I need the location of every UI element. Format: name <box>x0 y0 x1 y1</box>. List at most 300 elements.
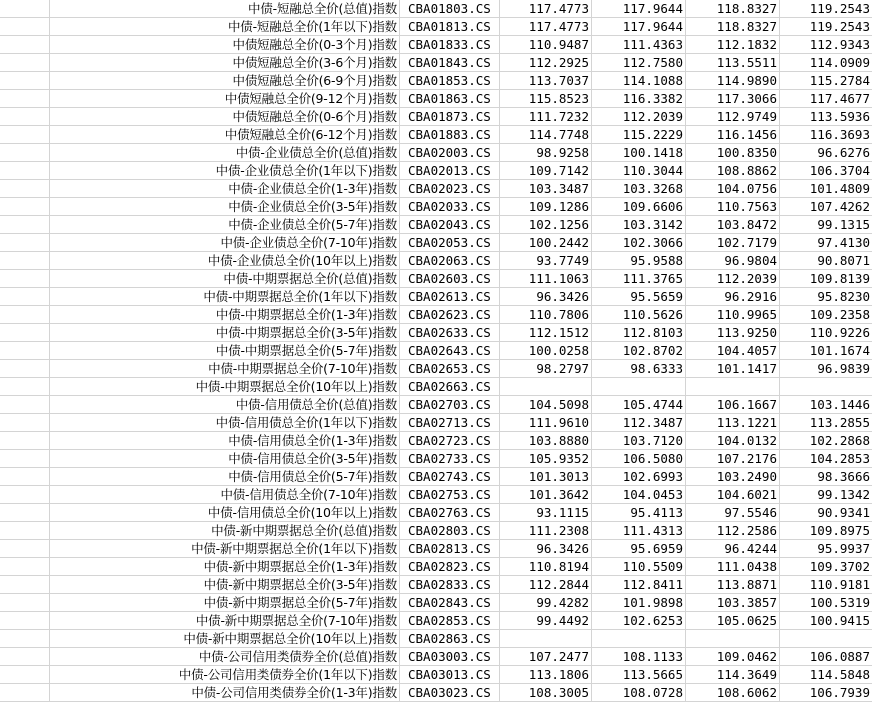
index-code-cell[interactable]: CBA01853.CS <box>400 72 500 90</box>
row-blank-cell[interactable] <box>0 396 50 414</box>
value-cell-4[interactable]: 96.6276 <box>780 144 872 162</box>
table-row <box>0 396 872 414</box>
value-cell-4[interactable]: 99.1342 <box>780 486 872 504</box>
index-name-cell[interactable]: 中债-新中期票据总全价(1-3年)指数 <box>50 558 400 576</box>
row-blank-cell[interactable] <box>0 216 50 234</box>
value-cell-2[interactable]: 102.6993 <box>592 468 686 486</box>
value-cell-3[interactable]: 112.1832 <box>686 36 780 54</box>
index-name-cell[interactable]: 中债-信用债总全价(5-7年)指数 <box>50 468 400 486</box>
value-cell-4[interactable]: 112.9343 <box>780 36 872 54</box>
value-cell-1[interactable] <box>500 378 592 396</box>
value-cell-4[interactable]: 109.8975 <box>780 522 872 540</box>
value-cell-3[interactable]: 116.1456 <box>686 126 780 144</box>
value-cell-4[interactable]: 106.7939 <box>780 684 872 702</box>
value-cell-1[interactable]: 105.9352 <box>500 450 592 468</box>
table-row <box>0 450 872 468</box>
value-cell-3[interactable]: 96.9804 <box>686 252 780 270</box>
table-row <box>0 414 872 432</box>
index-name-cell[interactable]: 中债短融总全价(3-6个月)指数 <box>50 54 400 72</box>
row-blank-cell[interactable] <box>0 306 50 324</box>
value-cell-1[interactable]: 111.7232 <box>500 108 592 126</box>
value-cell-2[interactable]: 115.2229 <box>592 126 686 144</box>
table-row <box>0 18 872 36</box>
table-row <box>0 612 872 630</box>
index-name-cell[interactable]: 中债-企业债总全价(3-5年)指数 <box>50 198 400 216</box>
index-name-cell[interactable]: 中债-企业债总全价(1-3年)指数 <box>50 180 400 198</box>
value-cell-4[interactable]: 106.3704 <box>780 162 872 180</box>
index-name-cell[interactable]: 中债-企业债总全价(5-7年)指数 <box>50 216 400 234</box>
index-code-cell[interactable]: CBA02033.CS <box>400 198 500 216</box>
index-name-cell[interactable]: 中债短融总全价(0-6个月)指数 <box>50 108 400 126</box>
value-cell-2[interactable]: 100.1418 <box>592 144 686 162</box>
index-code-cell[interactable]: CBA01813.CS <box>400 18 500 36</box>
value-cell-1[interactable]: 102.1256 <box>500 216 592 234</box>
value-cell-4[interactable]: 109.2358 <box>780 306 872 324</box>
index-code-cell[interactable]: CBA02663.CS <box>400 378 500 396</box>
row-blank-cell[interactable] <box>0 360 50 378</box>
index-name-cell[interactable]: 中债短融总全价(0-3个月)指数 <box>50 36 400 54</box>
index-code-cell[interactable]: CBA02063.CS <box>400 252 500 270</box>
table-row <box>0 684 872 702</box>
value-cell-3[interactable]: 114.3649 <box>686 666 780 684</box>
value-cell-1[interactable]: 103.3487 <box>500 180 592 198</box>
row-blank-cell[interactable] <box>0 648 50 666</box>
value-cell-4[interactable]: 100.9415 <box>780 612 872 630</box>
row-blank-cell[interactable] <box>0 414 50 432</box>
value-cell-4[interactable]: 114.5848 <box>780 666 872 684</box>
row-blank-cell[interactable] <box>0 90 50 108</box>
value-cell-2[interactable]: 116.3382 <box>592 90 686 108</box>
value-cell-2[interactable] <box>592 378 686 396</box>
index-code-cell[interactable]: CBA02863.CS <box>400 630 500 648</box>
row-blank-cell[interactable] <box>0 612 50 630</box>
row-blank-cell[interactable] <box>0 144 50 162</box>
value-cell-3[interactable]: 102.7179 <box>686 234 780 252</box>
value-cell-2[interactable]: 110.3044 <box>592 162 686 180</box>
value-cell-2[interactable]: 112.8411 <box>592 576 686 594</box>
index-code-cell[interactable]: CBA02633.CS <box>400 324 500 342</box>
row-blank-cell[interactable] <box>0 108 50 126</box>
value-cell-4[interactable]: 119.2543 <box>780 0 872 18</box>
index-code-cell[interactable]: CBA01863.CS <box>400 90 500 108</box>
value-cell-1[interactable]: 98.9258 <box>500 144 592 162</box>
value-cell-2[interactable]: 110.5509 <box>592 558 686 576</box>
value-cell-2[interactable]: 117.9644 <box>592 0 686 18</box>
value-cell-1[interactable]: 93.7749 <box>500 252 592 270</box>
value-cell-3[interactable]: 103.2490 <box>686 468 780 486</box>
value-cell-3[interactable]: 113.5511 <box>686 54 780 72</box>
row-blank-cell[interactable] <box>0 342 50 360</box>
index-code-cell[interactable]: CBA02003.CS <box>400 144 500 162</box>
value-cell-3[interactable]: 103.8472 <box>686 216 780 234</box>
index-name-cell[interactable]: 中债-新中期票据总全价(3-5年)指数 <box>50 576 400 594</box>
value-cell-1[interactable]: 104.5098 <box>500 396 592 414</box>
value-cell-3[interactable]: 112.2586 <box>686 522 780 540</box>
value-cell-4[interactable]: 98.3666 <box>780 468 872 486</box>
value-cell-3[interactable]: 106.1667 <box>686 396 780 414</box>
value-cell-3[interactable]: 104.6021 <box>686 486 780 504</box>
value-cell-1[interactable]: 100.2442 <box>500 234 592 252</box>
value-cell-1[interactable]: 110.8194 <box>500 558 592 576</box>
value-cell-1[interactable]: 93.1115 <box>500 504 592 522</box>
index-code-cell[interactable]: CBA02813.CS <box>400 540 500 558</box>
row-blank-cell[interactable] <box>0 126 50 144</box>
value-cell-3[interactable]: 104.0756 <box>686 180 780 198</box>
value-cell-2[interactable]: 112.2039 <box>592 108 686 126</box>
index-code-cell[interactable]: CBA01883.CS <box>400 126 500 144</box>
value-cell-2[interactable]: 102.8702 <box>592 342 686 360</box>
index-name-cell[interactable]: 中债-信用债总全价(总值)指数 <box>50 396 400 414</box>
value-cell-1[interactable]: 101.3642 <box>500 486 592 504</box>
value-cell-2[interactable]: 102.6253 <box>592 612 686 630</box>
value-cell-3[interactable]: 117.3066 <box>686 90 780 108</box>
row-blank-cell[interactable] <box>0 324 50 342</box>
index-code-cell[interactable]: CBA02743.CS <box>400 468 500 486</box>
index-name-cell[interactable]: 中债-信用债总全价(7-10年)指数 <box>50 486 400 504</box>
index-name-cell[interactable]: 中债-新中期票据总全价(7-10年)指数 <box>50 612 400 630</box>
index-name-cell[interactable]: 中债-信用债总全价(10年以上)指数 <box>50 504 400 522</box>
value-cell-2[interactable] <box>592 630 686 648</box>
index-name-cell[interactable]: 中债-企业债总全价(1年以下)指数 <box>50 162 400 180</box>
value-cell-2[interactable]: 104.0453 <box>592 486 686 504</box>
table-row <box>0 216 872 234</box>
row-blank-cell[interactable] <box>0 684 50 702</box>
index-name-cell[interactable]: 中债-新中期票据总全价(5-7年)指数 <box>50 594 400 612</box>
row-blank-cell[interactable] <box>0 504 50 522</box>
index-code-cell[interactable]: CBA02803.CS <box>400 522 500 540</box>
index-code-cell[interactable]: CBA03013.CS <box>400 666 500 684</box>
value-cell-3[interactable]: 101.1417 <box>686 360 780 378</box>
value-cell-1[interactable]: 115.8523 <box>500 90 592 108</box>
table-row <box>0 630 872 648</box>
value-cell-2[interactable]: 103.7120 <box>592 432 686 450</box>
value-cell-4[interactable]: 113.2855 <box>780 414 872 432</box>
index-name-cell[interactable]: 中债-公司信用类债券全价(1-3年)指数 <box>50 684 400 702</box>
index-code-cell[interactable]: CBA02723.CS <box>400 432 500 450</box>
index-name-cell[interactable]: 中债-中期票据总全价(5-7年)指数 <box>50 342 400 360</box>
value-cell-3[interactable]: 104.0132 <box>686 432 780 450</box>
value-cell-1[interactable]: 96.3426 <box>500 288 592 306</box>
value-cell-2[interactable]: 110.5626 <box>592 306 686 324</box>
index-code-cell[interactable]: CBA02853.CS <box>400 612 500 630</box>
value-cell-1[interactable]: 100.0258 <box>500 342 592 360</box>
value-cell-2[interactable]: 114.1088 <box>592 72 686 90</box>
row-blank-cell[interactable] <box>0 270 50 288</box>
value-cell-1[interactable]: 114.7748 <box>500 126 592 144</box>
value-cell-4[interactable]: 117.4677 <box>780 90 872 108</box>
value-cell-3[interactable]: 118.8327 <box>686 18 780 36</box>
value-cell-2[interactable]: 106.5080 <box>592 450 686 468</box>
table-row <box>0 648 872 666</box>
row-blank-cell[interactable] <box>0 576 50 594</box>
value-cell-3[interactable]: 113.1221 <box>686 414 780 432</box>
row-blank-cell[interactable] <box>0 18 50 36</box>
value-cell-3[interactable]: 100.8350 <box>686 144 780 162</box>
value-cell-3[interactable]: 110.9965 <box>686 306 780 324</box>
index-name-cell[interactable]: 中债-中期票据总全价(10年以上)指数 <box>50 378 400 396</box>
value-cell-2[interactable]: 108.0728 <box>592 684 686 702</box>
row-blank-cell[interactable] <box>0 180 50 198</box>
row-blank-cell[interactable] <box>0 522 50 540</box>
value-cell-3[interactable]: 111.0438 <box>686 558 780 576</box>
value-cell-3[interactable]: 118.8327 <box>686 0 780 18</box>
value-cell-3[interactable]: 104.4057 <box>686 342 780 360</box>
value-cell-4[interactable]: 101.1674 <box>780 342 872 360</box>
value-cell-2[interactable]: 95.5659 <box>592 288 686 306</box>
value-cell-2[interactable]: 103.3268 <box>592 180 686 198</box>
value-cell-3[interactable]: 110.7563 <box>686 198 780 216</box>
value-cell-3[interactable]: 105.0625 <box>686 612 780 630</box>
value-cell-3[interactable]: 112.9749 <box>686 108 780 126</box>
index-code-cell[interactable]: CBA01873.CS <box>400 108 500 126</box>
row-blank-cell[interactable] <box>0 0 50 18</box>
value-cell-1[interactable]: 101.3013 <box>500 468 592 486</box>
value-cell-3[interactable]: 108.8862 <box>686 162 780 180</box>
value-cell-1[interactable]: 113.7037 <box>500 72 592 90</box>
value-cell-4[interactable]: 95.9937 <box>780 540 872 558</box>
index-name-cell[interactable]: 中债-中期票据总全价(总值)指数 <box>50 270 400 288</box>
value-cell-2[interactable]: 101.9898 <box>592 594 686 612</box>
value-cell-3[interactable]: 103.3857 <box>686 594 780 612</box>
value-cell-1[interactable]: 117.4773 <box>500 18 592 36</box>
value-cell-3[interactable]: 108.6062 <box>686 684 780 702</box>
value-cell-4[interactable]: 96.9839 <box>780 360 872 378</box>
value-cell-2[interactable]: 111.4363 <box>592 36 686 54</box>
value-cell-4[interactable]: 110.9226 <box>780 324 872 342</box>
row-blank-cell[interactable] <box>0 72 50 90</box>
index-name-cell[interactable]: 中债-企业债总全价(10年以上)指数 <box>50 252 400 270</box>
index-name-cell[interactable]: 中债-信用债总全价(3-5年)指数 <box>50 450 400 468</box>
value-cell-4[interactable]: 107.4262 <box>780 198 872 216</box>
value-cell-3[interactable]: 96.4244 <box>686 540 780 558</box>
row-blank-cell[interactable] <box>0 666 50 684</box>
value-cell-4[interactable]: 114.0909 <box>780 54 872 72</box>
value-cell-4[interactable]: 106.0887 <box>780 648 872 666</box>
index-name-cell[interactable]: 中债-中期票据总全价(3-5年)指数 <box>50 324 400 342</box>
index-code-cell[interactable]: CBA02703.CS <box>400 396 500 414</box>
value-cell-1[interactable]: 96.3426 <box>500 540 592 558</box>
value-cell-4[interactable]: 103.1446 <box>780 396 872 414</box>
table-row <box>0 288 872 306</box>
row-blank-cell[interactable] <box>0 594 50 612</box>
index-code-cell[interactable]: CBA02643.CS <box>400 342 500 360</box>
value-cell-3[interactable]: 112.2039 <box>686 270 780 288</box>
table-row <box>0 576 872 594</box>
row-blank-cell[interactable] <box>0 234 50 252</box>
row-blank-cell[interactable] <box>0 162 50 180</box>
value-cell-2[interactable]: 112.3487 <box>592 414 686 432</box>
value-cell-4[interactable]: 100.5319 <box>780 594 872 612</box>
table-row <box>0 594 872 612</box>
value-cell-4[interactable] <box>780 630 872 648</box>
value-cell-2[interactable]: 112.7580 <box>592 54 686 72</box>
index-name-cell[interactable]: 中债-企业债总全价(7-10年)指数 <box>50 234 400 252</box>
value-cell-2[interactable]: 95.4113 <box>592 504 686 522</box>
row-blank-cell[interactable] <box>0 540 50 558</box>
value-cell-4[interactable]: 115.2784 <box>780 72 872 90</box>
index-name-cell[interactable]: 中债-新中期票据总全价(总值)指数 <box>50 522 400 540</box>
row-blank-cell[interactable] <box>0 36 50 54</box>
value-cell-3[interactable]: 114.9890 <box>686 72 780 90</box>
index-name-cell[interactable]: 中债短融总全价(6-9个月)指数 <box>50 72 400 90</box>
value-cell-4[interactable]: 110.9181 <box>780 576 872 594</box>
table-row <box>0 180 872 198</box>
value-cell-1[interactable]: 99.4282 <box>500 594 592 612</box>
index-code-cell[interactable]: CBA02833.CS <box>400 576 500 594</box>
index-name-cell[interactable]: 中债-中期票据总全价(7-10年)指数 <box>50 360 400 378</box>
value-cell-2[interactable]: 111.3765 <box>592 270 686 288</box>
table-row <box>0 270 872 288</box>
value-cell-4[interactable]: 109.3702 <box>780 558 872 576</box>
value-cell-3[interactable]: 97.5546 <box>686 504 780 522</box>
table-row <box>0 54 872 72</box>
table-row <box>0 234 872 252</box>
table-row <box>0 0 872 18</box>
value-cell-4[interactable]: 95.8230 <box>780 288 872 306</box>
value-cell-4[interactable]: 104.2853 <box>780 450 872 468</box>
index-code-cell[interactable]: CBA02043.CS <box>400 216 500 234</box>
value-cell-1[interactable]: 113.1806 <box>500 666 592 684</box>
value-cell-4[interactable]: 119.2543 <box>780 18 872 36</box>
value-cell-2[interactable]: 111.4313 <box>592 522 686 540</box>
index-code-cell[interactable]: CBA02843.CS <box>400 594 500 612</box>
index-code-cell[interactable]: CBA03023.CS <box>400 684 500 702</box>
row-blank-cell[interactable] <box>0 432 50 450</box>
index-code-cell[interactable]: CBA02823.CS <box>400 558 500 576</box>
value-cell-2[interactable]: 108.1133 <box>592 648 686 666</box>
table-row <box>0 522 872 540</box>
index-name-cell[interactable]: 中债-短融总全价(1年以下)指数 <box>50 18 400 36</box>
table-row <box>0 306 872 324</box>
table-row <box>0 486 872 504</box>
value-cell-1[interactable]: 99.4492 <box>500 612 592 630</box>
index-code-cell[interactable]: CBA02733.CS <box>400 450 500 468</box>
index-name-cell[interactable]: 中债-信用债总全价(1-3年)指数 <box>50 432 400 450</box>
index-name-cell[interactable]: 中债短融总全价(9-12个月)指数 <box>50 90 400 108</box>
value-cell-3[interactable]: 113.9250 <box>686 324 780 342</box>
value-cell-4[interactable]: 90.9341 <box>780 504 872 522</box>
value-cell-3[interactable] <box>686 378 780 396</box>
index-code-cell[interactable]: CBA01843.CS <box>400 54 500 72</box>
row-blank-cell[interactable] <box>0 54 50 72</box>
row-blank-cell[interactable] <box>0 558 50 576</box>
value-cell-1[interactable]: 111.2308 <box>500 522 592 540</box>
index-code-cell[interactable]: CBA02603.CS <box>400 270 500 288</box>
value-cell-1[interactable]: 112.2844 <box>500 576 592 594</box>
table-row <box>0 72 872 90</box>
value-cell-1[interactable]: 98.2797 <box>500 360 592 378</box>
index-name-cell[interactable]: 中债-公司信用类债券全价(1年以下)指数 <box>50 666 400 684</box>
value-cell-4[interactable]: 113.5936 <box>780 108 872 126</box>
row-blank-cell[interactable] <box>0 378 50 396</box>
value-cell-2[interactable]: 112.8103 <box>592 324 686 342</box>
row-blank-cell[interactable] <box>0 486 50 504</box>
value-cell-2[interactable]: 105.4744 <box>592 396 686 414</box>
table-row <box>0 540 872 558</box>
value-cell-1[interactable]: 110.7806 <box>500 306 592 324</box>
value-cell-3[interactable]: 107.2176 <box>686 450 780 468</box>
index-name-cell[interactable]: 中债-信用债总全价(1年以下)指数 <box>50 414 400 432</box>
value-cell-3[interactable] <box>686 630 780 648</box>
value-cell-1[interactable]: 109.7142 <box>500 162 592 180</box>
value-cell-4[interactable] <box>780 378 872 396</box>
value-cell-2[interactable]: 113.5665 <box>592 666 686 684</box>
row-blank-cell[interactable] <box>0 450 50 468</box>
value-cell-2[interactable]: 103.3142 <box>592 216 686 234</box>
table-row <box>0 126 872 144</box>
table-row <box>0 378 872 396</box>
value-cell-1[interactable]: 107.2477 <box>500 648 592 666</box>
value-cell-2[interactable]: 98.6333 <box>592 360 686 378</box>
index-code-cell[interactable]: CBA01833.CS <box>400 36 500 54</box>
table-row <box>0 666 872 684</box>
value-cell-4[interactable]: 102.2868 <box>780 432 872 450</box>
value-cell-2[interactable]: 109.6606 <box>592 198 686 216</box>
index-name-cell[interactable]: 中债-中期票据总全价(1-3年)指数 <box>50 306 400 324</box>
table-row <box>0 342 872 360</box>
index-code-cell[interactable]: CBA02713.CS <box>400 414 500 432</box>
value-cell-1[interactable]: 109.1286 <box>500 198 592 216</box>
value-cell-1[interactable]: 112.2925 <box>500 54 592 72</box>
index-name-cell[interactable]: 中债-新中期票据总全价(1年以下)指数 <box>50 540 400 558</box>
index-code-cell[interactable]: CBA02013.CS <box>400 162 500 180</box>
index-code-cell[interactable]: CBA03003.CS <box>400 648 500 666</box>
value-cell-1[interactable]: 108.3005 <box>500 684 592 702</box>
row-blank-cell[interactable] <box>0 288 50 306</box>
index-name-cell[interactable]: 中债短融总全价(6-12个月)指数 <box>50 126 400 144</box>
row-blank-cell[interactable] <box>0 630 50 648</box>
value-cell-4[interactable]: 116.3693 <box>780 126 872 144</box>
index-code-cell[interactable]: CBA02753.CS <box>400 486 500 504</box>
value-cell-2[interactable]: 117.9644 <box>592 18 686 36</box>
value-cell-2[interactable]: 95.9588 <box>592 252 686 270</box>
row-blank-cell[interactable] <box>0 252 50 270</box>
value-cell-1[interactable]: 117.4773 <box>500 0 592 18</box>
value-cell-4[interactable]: 109.8139 <box>780 270 872 288</box>
index-name-cell[interactable]: 中债-企业债总全价(总值)指数 <box>50 144 400 162</box>
value-cell-1[interactable]: 111.9610 <box>500 414 592 432</box>
index-code-cell[interactable]: CBA02023.CS <box>400 180 500 198</box>
value-cell-2[interactable]: 95.6959 <box>592 540 686 558</box>
value-cell-1[interactable] <box>500 630 592 648</box>
index-code-cell[interactable]: CBA02763.CS <box>400 504 500 522</box>
table-row <box>0 90 872 108</box>
index-code-cell[interactable]: CBA02613.CS <box>400 288 500 306</box>
index-code-cell[interactable]: CBA02053.CS <box>400 234 500 252</box>
index-code-cell[interactable]: CBA01803.CS <box>400 0 500 18</box>
value-cell-4[interactable]: 97.4130 <box>780 234 872 252</box>
value-cell-3[interactable]: 109.0462 <box>686 648 780 666</box>
value-cell-1[interactable]: 111.1063 <box>500 270 592 288</box>
index-code-cell[interactable]: CBA02623.CS <box>400 306 500 324</box>
value-cell-4[interactable]: 90.8071 <box>780 252 872 270</box>
value-cell-1[interactable]: 103.8880 <box>500 432 592 450</box>
index-name-cell[interactable]: 中债-新中期票据总全价(10年以上)指数 <box>50 630 400 648</box>
index-name-cell[interactable]: 中债-公司信用类债券全价(总值)指数 <box>50 648 400 666</box>
index-code-cell[interactable]: CBA02653.CS <box>400 360 500 378</box>
value-cell-4[interactable]: 99.1315 <box>780 216 872 234</box>
value-cell-1[interactable]: 110.9487 <box>500 36 592 54</box>
value-cell-3[interactable]: 96.2916 <box>686 288 780 306</box>
index-name-cell[interactable]: 中债-短融总全价(总值)指数 <box>50 0 400 18</box>
row-blank-cell[interactable] <box>0 468 50 486</box>
value-cell-1[interactable]: 112.1512 <box>500 324 592 342</box>
index-name-cell[interactable]: 中债-中期票据总全价(1年以下)指数 <box>50 288 400 306</box>
value-cell-3[interactable]: 113.8871 <box>686 576 780 594</box>
row-blank-cell[interactable] <box>0 198 50 216</box>
value-cell-4[interactable]: 101.4809 <box>780 180 872 198</box>
value-cell-2[interactable]: 102.3066 <box>592 234 686 252</box>
